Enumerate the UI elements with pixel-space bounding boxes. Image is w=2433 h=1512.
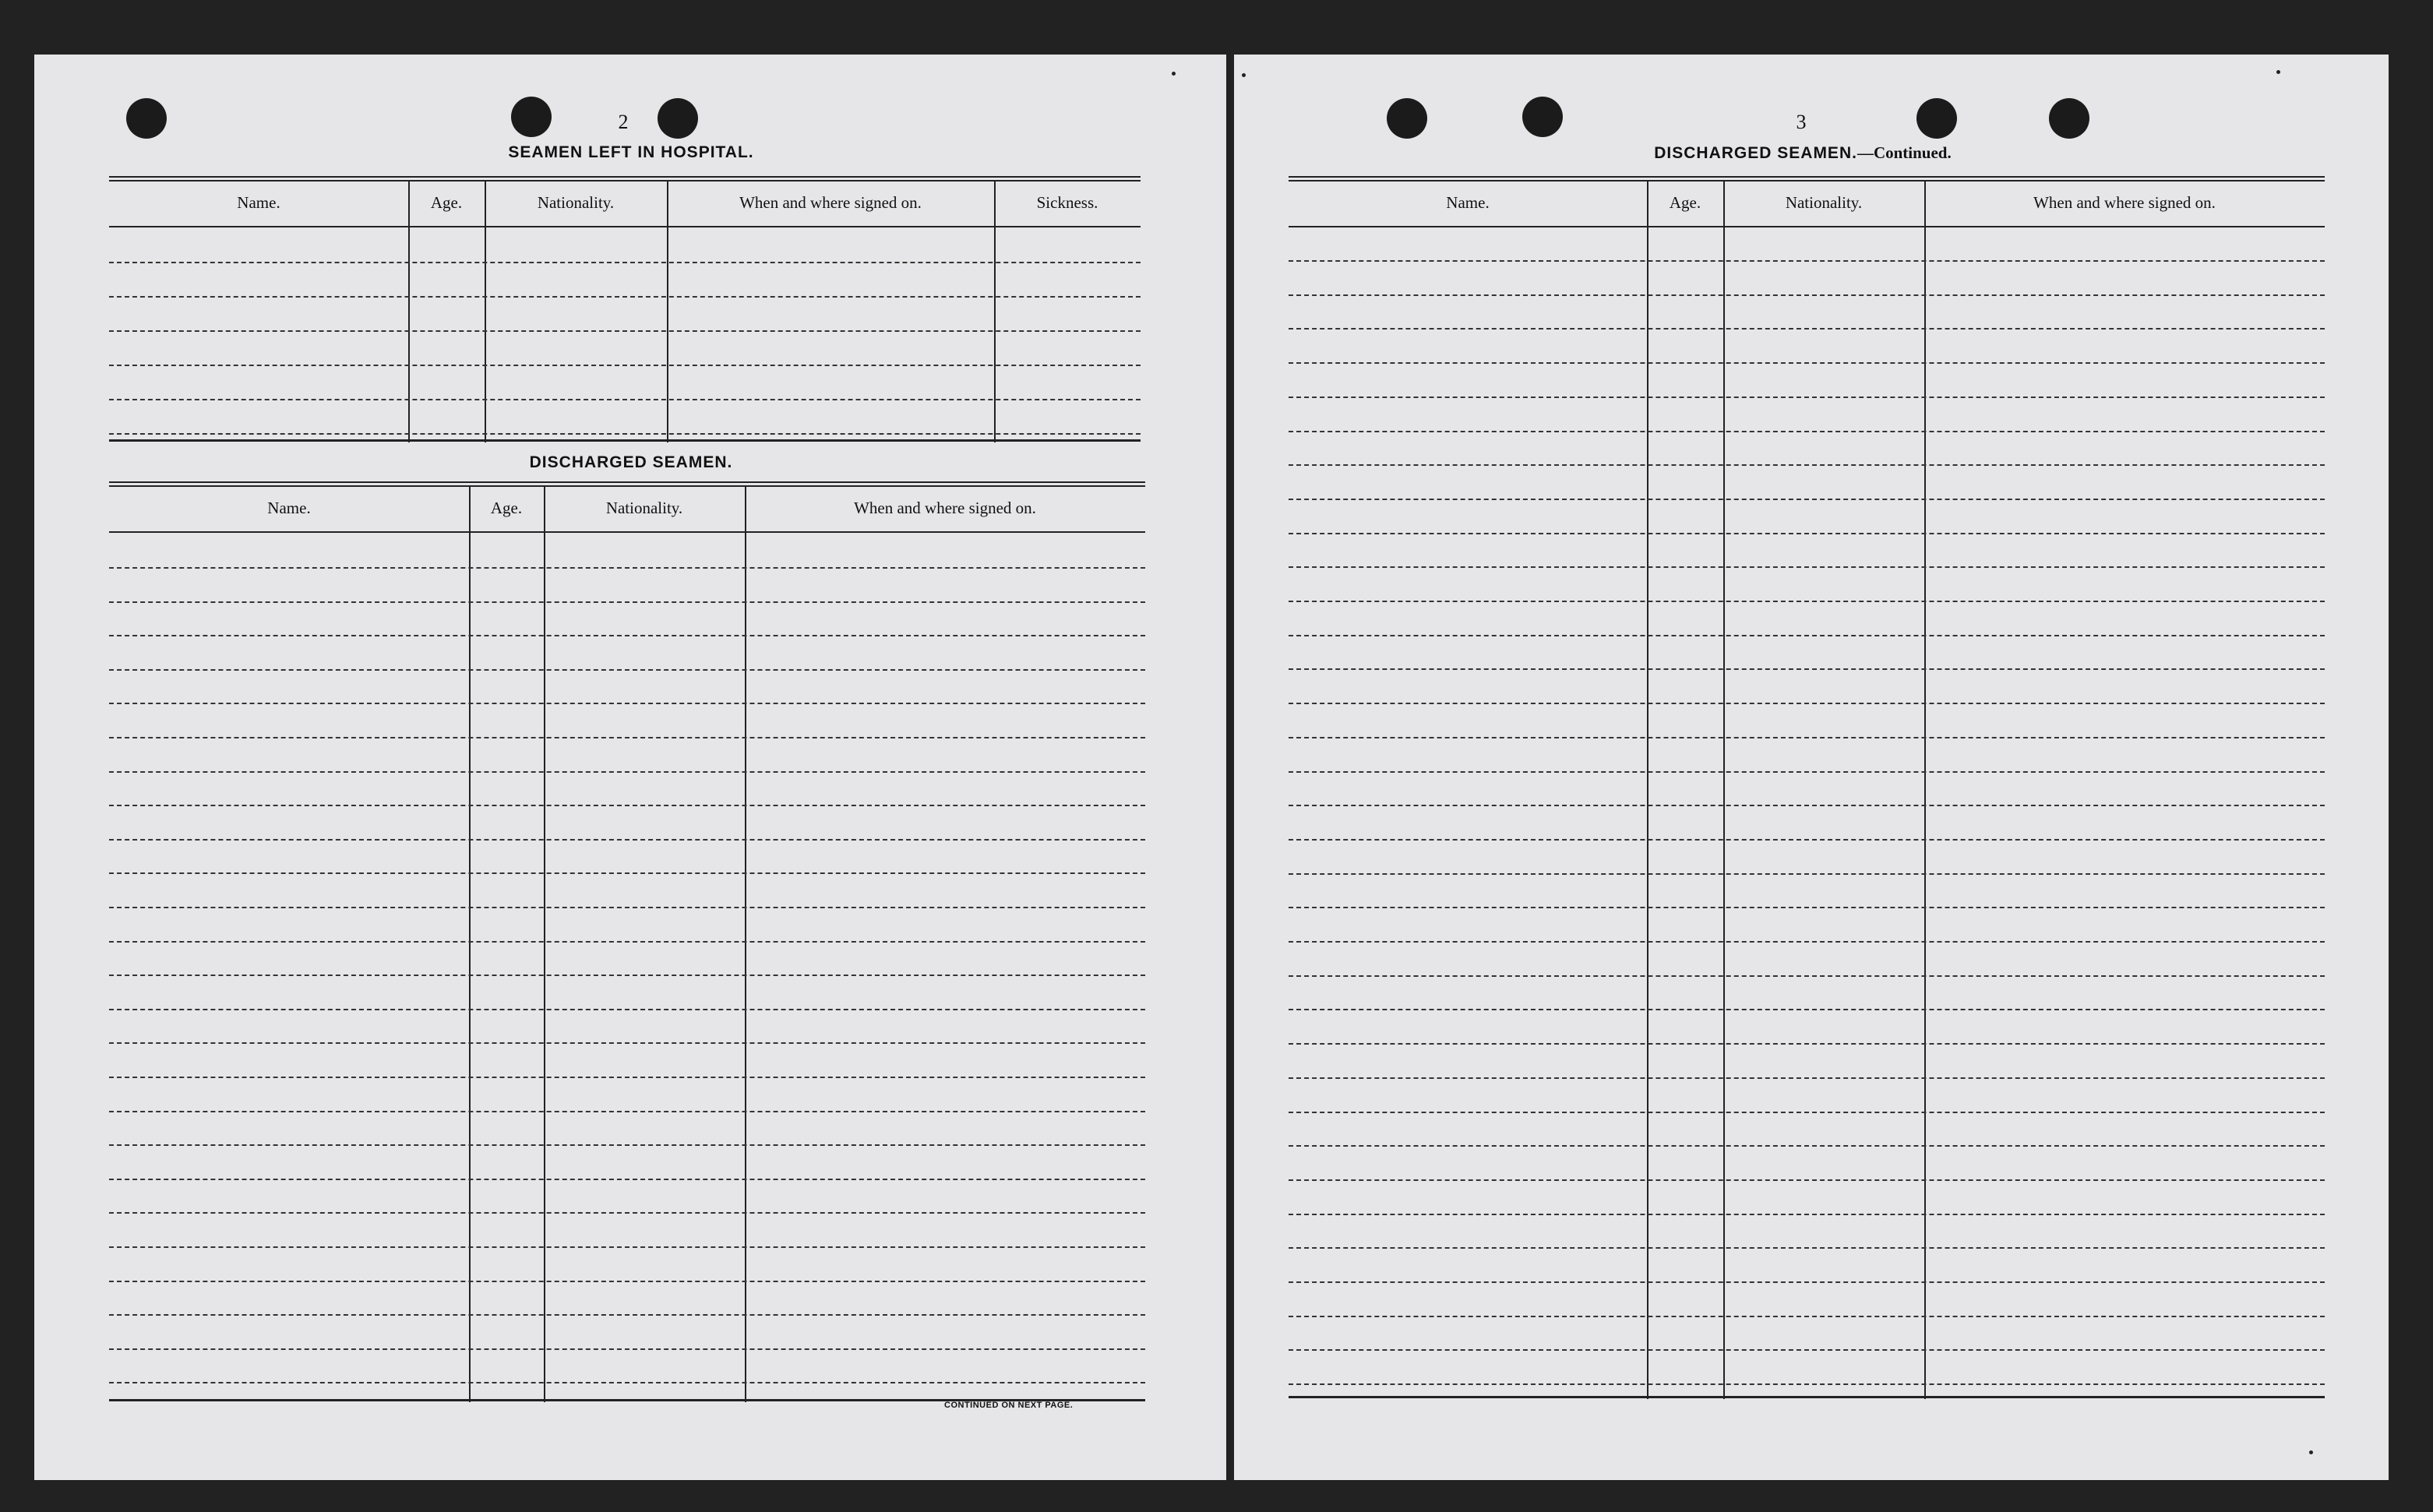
row-line: [109, 1382, 1145, 1383]
row-line: [1289, 1349, 2325, 1351]
punch-hole: [1522, 97, 1563, 137]
column-header-age: Age.: [1669, 193, 1701, 212]
page-number: 3: [1796, 111, 1807, 133]
header-rule: [109, 226, 1141, 227]
column-divider: [469, 486, 471, 1402]
row-line: [109, 1281, 1145, 1282]
row-line: [109, 1179, 1145, 1180]
row-line: [1289, 873, 2325, 875]
punch-hole: [658, 98, 698, 139]
right-section-title-text: DISCHARGED SEAMEN.: [1654, 144, 1857, 162]
column-header-age: Age.: [490, 499, 523, 517]
row-line: [1289, 533, 2325, 534]
row-line: [109, 1144, 1145, 1146]
row-line: [1289, 1214, 2325, 1215]
column-header-nationality: Nationality.: [1785, 193, 1863, 212]
row-line: [1289, 260, 2325, 262]
dust-speck: [2276, 70, 2280, 74]
row-line: [109, 907, 1145, 908]
row-line: [1289, 499, 2325, 500]
column-header-signed-on: When and where signed on.: [739, 193, 922, 212]
row-line: [1289, 1043, 2325, 1045]
table-bottom-rule: [1289, 1396, 2325, 1398]
row-line: [1289, 1009, 2325, 1010]
row-line: [109, 872, 1145, 874]
dust-speck: [1242, 73, 1246, 77]
header-rule: [109, 531, 1145, 533]
row-line: [1289, 975, 2325, 977]
row-line: [1289, 839, 2325, 841]
row-line: [109, 669, 1145, 671]
row-line: [1289, 1112, 2325, 1113]
row-line: [109, 941, 1145, 943]
row-line: [109, 1009, 1145, 1010]
row-line: [109, 703, 1145, 704]
row-line: [1289, 771, 2325, 773]
dust-speck: [1172, 72, 1176, 76]
row-line: [109, 1042, 1145, 1044]
row-line: [109, 1077, 1145, 1078]
punch-hole: [2049, 98, 2089, 139]
row-line: [109, 433, 1141, 435]
row-line: [109, 1314, 1145, 1316]
row-line: [1289, 1316, 2325, 1317]
row-line: [109, 1348, 1145, 1350]
row-line: [109, 771, 1145, 773]
row-line: [109, 365, 1141, 366]
column-header-name: Name.: [1446, 193, 1490, 212]
row-line: [109, 296, 1141, 298]
row-line: [109, 1212, 1145, 1214]
row-line: [1289, 907, 2325, 908]
row-line: [1289, 1383, 2325, 1385]
row-line: [1289, 1179, 2325, 1181]
row-line: [109, 1246, 1145, 1248]
row-line: [109, 399, 1141, 400]
page-number: 2: [618, 111, 629, 133]
row-line: [1289, 941, 2325, 943]
right-section-title-suffix: —Continued.: [1856, 143, 1952, 162]
row-line: [1289, 1077, 2325, 1079]
column-header-sickness: Sickness.: [1036, 193, 1098, 212]
table-bottom-rule: [109, 439, 1141, 442]
row-line: [109, 601, 1145, 603]
row-line: [1289, 1145, 2325, 1147]
column-header-name: Name.: [267, 499, 311, 517]
row-line: [109, 839, 1145, 841]
row-line: [1289, 294, 2325, 296]
row-line: [109, 1111, 1145, 1112]
row-line: [1289, 1247, 2325, 1249]
row-line: [1289, 737, 2325, 738]
column-header-signed-on: When and where signed on.: [2033, 193, 2216, 212]
hospital-section-title: SEAMEN LEFT IN HOSPITAL.: [508, 143, 754, 161]
right-page: [1234, 55, 2389, 1480]
row-line: [109, 262, 1141, 263]
column-header-age: Age.: [430, 193, 463, 212]
row-line: [1289, 431, 2325, 432]
row-line: [1289, 362, 2325, 364]
row-line: [1289, 668, 2325, 670]
row-line: [1289, 601, 2325, 602]
header-rule: [1289, 226, 2325, 227]
row-line: [109, 635, 1145, 636]
column-header-nationality: Nationality.: [605, 499, 683, 517]
left-page: [34, 55, 1226, 1480]
continued-footnote: CONTINUED ON NEXT PAGE.: [944, 1401, 1074, 1410]
discharged-section-title: DISCHARGED SEAMEN.: [529, 453, 733, 471]
column-header-name: Name.: [237, 193, 280, 212]
row-line: [109, 805, 1145, 806]
discharged-table: [109, 481, 1145, 1402]
row-line: [1289, 464, 2325, 466]
dust-speck: [2309, 1450, 2313, 1454]
column-divider: [544, 486, 545, 1402]
column-divider: [745, 486, 746, 1402]
row-line: [1289, 328, 2325, 330]
row-line: [1289, 566, 2325, 568]
discharged-continued-table: [1289, 176, 2325, 1399]
row-line: [1289, 635, 2325, 636]
column-header-nationality: Nationality.: [537, 193, 615, 212]
row-line: [1289, 805, 2325, 806]
hospital-table: [109, 176, 1141, 442]
row-line: [109, 975, 1145, 976]
row-line: [109, 330, 1141, 332]
right-section-title: [1600, 143, 2005, 163]
punch-hole: [1387, 98, 1427, 139]
punch-hole: [1916, 98, 1957, 139]
punch-hole: [126, 98, 167, 139]
row-line: [1289, 397, 2325, 398]
row-line: [109, 567, 1145, 569]
punch-hole: [511, 97, 552, 137]
column-header-signed-on: When and where signed on.: [854, 499, 1036, 517]
row-line: [109, 737, 1145, 738]
row-line: [1289, 1281, 2325, 1283]
row-line: [1289, 703, 2325, 704]
